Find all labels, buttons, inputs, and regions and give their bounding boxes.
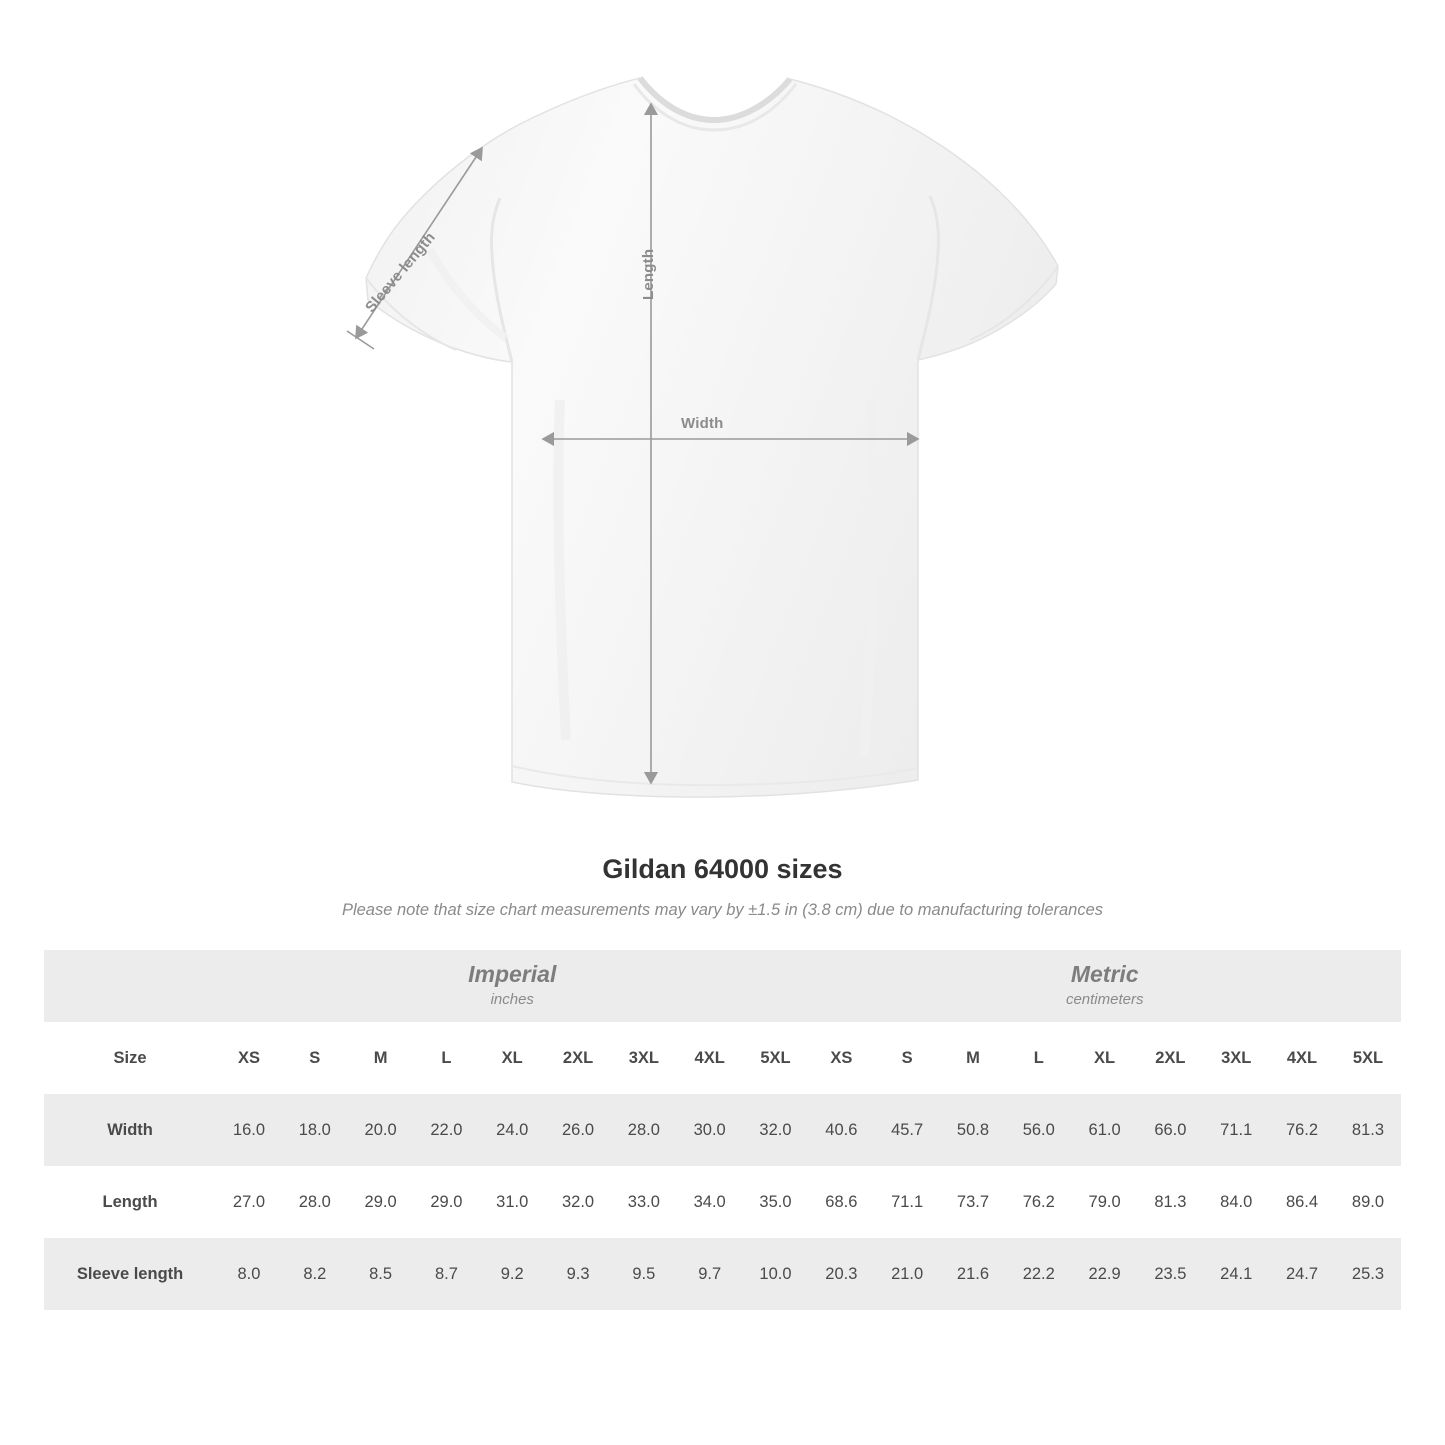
cell-width-imperial-s: 18.0 [282,1094,348,1166]
size-chart-table-wrapper [0,950,1445,1310]
cell-length-imperial-2xl: 32.0 [545,1166,611,1238]
cell-length-imperial-3xl: 33.0 [611,1166,677,1238]
cell-width-imperial-2xl: 26.0 [545,1094,611,1166]
cell-length-imperial-xs: 27.0 [216,1166,282,1238]
cell-length-imperial-m: 29.0 [348,1166,414,1238]
cell-sleeve-imperial-5xl: 10.0 [743,1238,809,1310]
cell-width-metric-s: 45.7 [874,1094,940,1166]
cell-length-metric-m: 73.7 [940,1166,1006,1238]
header-imperial-3xl: 3XL [611,1022,677,1094]
cell-width-imperial-3xl: 28.0 [611,1094,677,1166]
cell-width-metric-xl: 61.0 [1072,1094,1138,1166]
cell-sleeve-imperial-xl: 9.2 [479,1238,545,1310]
tolerance-note: Please note that size chart measurements may vary by ±1.5 in (3.8 cm) due to manufacturing tolerances [341,901,1104,919]
cell-width-metric-3xl: 71.1 [1203,1094,1269,1166]
header-imperial-2xl: 2XL [545,1022,611,1094]
size-header-row [44,1022,1401,1094]
header-metric-4xl: 4XL [1269,1022,1335,1094]
table-row [44,1094,1401,1166]
cell-sleeve-metric-2xl: 23.5 [1137,1238,1203,1310]
cell-width-metric-2xl: 66.0 [1137,1094,1203,1166]
cell-width-imperial-l: 22.0 [414,1094,480,1166]
cell-width-imperial-4xl: 30.0 [677,1094,743,1166]
cell-sleeve-metric-4xl: 24.7 [1269,1238,1335,1310]
chart-header [0,854,1445,920]
header-metric-5xl: 5XL [1335,1022,1401,1094]
cell-width-imperial-xs: 16.0 [216,1094,282,1166]
size-chart-table [44,950,1401,1310]
group-imperial-unit: inches [490,991,534,1009]
header-imperial-s: S [282,1022,348,1094]
cell-width-metric-xs: 40.6 [808,1094,874,1166]
cell-sleeve-imperial-4xl: 9.7 [677,1238,743,1310]
group-imperial [216,950,808,1022]
cell-length-imperial-l: 29.0 [414,1166,480,1238]
cell-length-metric-xs: 68.6 [808,1166,874,1238]
cell-sleeve-metric-m: 21.6 [940,1238,1006,1310]
row-label-sleeve-length: Sleeve length [44,1238,216,1310]
cell-length-metric-5xl: 89.0 [1335,1166,1401,1238]
cell-width-imperial-5xl: 32.0 [743,1094,809,1166]
cell-sleeve-imperial-m: 8.5 [348,1238,414,1310]
header-metric-s: S [874,1022,940,1094]
cell-sleeve-metric-l: 22.2 [1006,1238,1072,1310]
table-row [44,1166,1401,1238]
cell-length-metric-l: 76.2 [1006,1166,1072,1238]
group-metric-name: Metric [1070,960,1139,987]
row-label-length: Length [44,1166,216,1238]
header-imperial-4xl: 4XL [677,1022,743,1094]
header-imperial-l: L [414,1022,480,1094]
cell-length-imperial-xl: 31.0 [479,1166,545,1238]
row-label-width: Width [44,1094,216,1166]
cell-length-imperial-s: 28.0 [282,1166,348,1238]
header-metric-l: L [1006,1022,1072,1094]
cell-length-imperial-5xl: 35.0 [743,1166,809,1238]
cell-width-metric-l: 56.0 [1006,1094,1072,1166]
cell-sleeve-imperial-2xl: 9.3 [545,1238,611,1310]
length-label: Length [640,248,657,300]
cell-width-metric-4xl: 76.2 [1269,1094,1335,1166]
cell-sleeve-metric-5xl: 25.3 [1335,1238,1401,1310]
header-imperial-5xl: 5XL [743,1022,809,1094]
header-imperial-xs: XS [216,1022,282,1094]
cell-width-metric-5xl: 81.3 [1335,1094,1401,1166]
header-metric-m: M [940,1022,1006,1094]
table-row [44,1238,1401,1310]
group-imperial-name: Imperial [468,960,557,987]
cell-length-metric-4xl: 86.4 [1269,1166,1335,1238]
cell-sleeve-imperial-s: 8.2 [282,1238,348,1310]
header-imperial-xl: XL [479,1022,545,1094]
sleeve-tick-bottom [347,331,374,349]
cell-sleeve-imperial-3xl: 9.5 [611,1238,677,1310]
cell-sleeve-imperial-l: 8.7 [414,1238,480,1310]
group-metric [808,950,1401,1022]
cell-width-metric-m: 50.8 [940,1094,1006,1166]
header-imperial-m: M [348,1022,414,1094]
group-metric-unit: centimeters [1065,991,1144,1009]
width-label: Width [681,415,724,432]
cell-length-imperial-4xl: 34.0 [677,1166,743,1238]
header-metric-xl: XL [1072,1022,1138,1094]
cell-sleeve-metric-s: 21.0 [874,1238,940,1310]
cell-length-metric-s: 71.1 [874,1166,940,1238]
cell-sleeve-metric-3xl: 24.1 [1203,1238,1269,1310]
header-metric-2xl: 2XL [1137,1022,1203,1094]
cell-width-imperial-xl: 24.0 [479,1094,545,1166]
sleeve-length-label: Sleeve length [362,228,439,316]
cell-width-imperial-m: 20.0 [348,1094,414,1166]
group-spacer [44,950,216,1022]
cell-sleeve-metric-xl: 22.9 [1072,1238,1138,1310]
cell-sleeve-metric-xs: 20.3 [808,1238,874,1310]
page-title: Gildan 64000 sizes [602,854,843,884]
cell-length-metric-xl: 79.0 [1072,1166,1138,1238]
shirt-body-shape [366,78,1058,797]
header-metric-3xl: 3XL [1203,1022,1269,1094]
unit-group-row [44,950,1401,1022]
header-size: Size [44,1022,216,1094]
cell-length-metric-2xl: 81.3 [1137,1166,1203,1238]
header-metric-xs: XS [808,1022,874,1094]
cell-length-metric-3xl: 84.0 [1203,1166,1269,1238]
cell-sleeve-imperial-xs: 8.0 [216,1238,282,1310]
